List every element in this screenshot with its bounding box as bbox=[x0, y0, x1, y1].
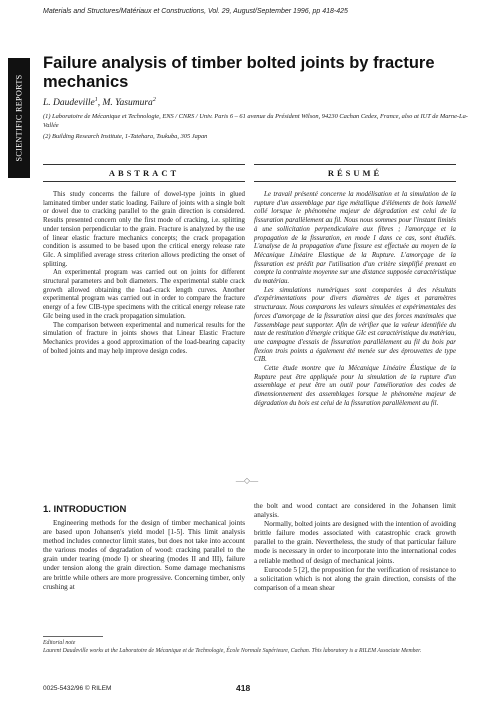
editorial-note-text: Laurent Daudeville works at the Laboratoire de Mécanique et de Technologie, École Normale Supérieure, Cachan. This laboratory is a RILEM Associate Member. bbox=[43, 647, 422, 654]
affiliation-1: (1) Laboratoire de Mécanique et Technologie, ENS / CNRS / Univ. Paris 6 – 61 avenue du Président Wilson, 94230 Cachan Cedex, France, also at IUT de Marne-La-Vallée bbox=[43, 113, 468, 129]
intro-continuation: the bolt and wood contact are considered in the Johansen limit analysis. bbox=[254, 502, 456, 520]
abstract-heading: ABSTRACT bbox=[108, 168, 180, 178]
abstract-paragraph: An experimental program was carried out on joints for different structural parameters and bolt diameters. The experimental stable crack growth allowed obtaining the load–crack length curves. Another experimental program was carried out in order to compare the fracture energy of a few CIB-type specimens with the critical energy release rate GIc being used in the crack propagation simulation. bbox=[43, 269, 245, 320]
intro-paragraph: Normally, bolted joints are designed with the intention of avoiding brittle failure modes associated with catastrophic crack growth parallel to the grain. Nevertheless, the study of that particular failure mode is necessary in order to incorporate into the international codes a reliable method of design of mechanical joints. bbox=[254, 520, 456, 565]
author-line bbox=[43, 97, 156, 108]
author-1-mark: 1 bbox=[94, 97, 98, 103]
editorial-note bbox=[43, 640, 473, 655]
resume-paragraph: Les simulations numériques sont comparées à des résultats d'expérimentations pour divers diamètres de tiges et paramètres structuraux. Nous comparons les valeurs simulées et expérimentales des forces d'amorçage de la fissuration ainsi que des forces maximales que l'assemblage peut supporter. Afin de vérifier que la valeur identifiée du taux de restitution d'énergie critique GIc est caractéristique du matériau, une campagne d'essais de fissuration parallèlement au fil du bois par flexion trois points a également été menée sur des éprouvettes de type CIB. bbox=[254, 286, 456, 364]
page-number: 418 bbox=[236, 683, 251, 693]
footnote-rule bbox=[43, 636, 103, 637]
intro-left-column bbox=[43, 519, 245, 592]
abstract-paragraph: This study concerns the failure of dowel-type joints in glued laminated timber under static loading. Failure of joints with a single bolt or dowel due to cracking parallel to the grain direction is considered. Results presented concern only the first mode of cracking, i.e. splitting under tension perpendicular to the grain. Fracture is analyzed by the use of linear elastic fracture mechanics concepts; the crack propagation condition is assumed to be based upon the critical energy release rate GIc. A simplified average stress criterion allows predicting the onset of splitting. bbox=[43, 191, 245, 268]
author-separator: , bbox=[97, 98, 103, 109]
intro-paragraph: Engineering methods for the design of timber mechanical joints are based upon Johansen's yield model [1-5]. This limit analysis method includes connector limit states, but does not take into account the various modes of degradation of wood: cracking parallel to the grain under tearing (mode I) or shearing (modes II and III), failure under tension along the grain direction. Some damage mechanisms are brittle while others are more progressive. Concerning timber, only crushing at bbox=[43, 519, 245, 591]
intro-right-column bbox=[254, 502, 456, 593]
author-2-mark: 2 bbox=[152, 97, 156, 103]
abstract-rule-top bbox=[43, 164, 245, 165]
affiliation-2: (2) Building Research Institute, 1-Tatehara, Tsukuba, 305 Japan bbox=[43, 133, 208, 140]
abstract-rule-bottom bbox=[43, 181, 245, 182]
resume-heading: RÉSUMÉ bbox=[327, 168, 383, 178]
resume-rule-bottom bbox=[254, 181, 456, 182]
editorial-note-heading: Editorial note bbox=[43, 640, 76, 646]
section-ornament: —◇— bbox=[235, 476, 259, 485]
footer-code: 0025-5432/96 © RILEM bbox=[43, 685, 112, 692]
author-1: L. Daudeville bbox=[43, 98, 95, 109]
introduction-heading: 1. INTRODUCTION bbox=[43, 504, 127, 515]
resume-paragraph: Le travail présenté concerne la modélisation et la simulation de la rupture d'un assemblage par tige métallique d'éléments de bois lamellé collé lorsque le phénomène majeur de dégradation est celui de la fissuration parallèlement au fil. Nous nous sommes pour l'instant limités à une sollicitation perpendiculaire aux fibres ; l'amorçage et la propagation de la fissuration, en mode I dans ce cas, sont étudiés. L'analyse de la propagation d'une fissure est effectuée au moyen de la Mécanique Linéaire Elastique de la Rupture. L'amorçage de la fissuration est prédit par l'utilisation d'un critère simplifié prenant en compte la contrainte moyenne sur une distance supposée caractéristique du matériau. bbox=[254, 191, 456, 286]
resume-body bbox=[254, 191, 456, 409]
section-side-tab bbox=[8, 58, 30, 178]
intro-paragraph: Eurocode 5 [2], the proposition for the verification of resistance to a solicitation which is not along the grain direction, consists of the comparison of a mean shear bbox=[254, 565, 456, 592]
article-title: Failure analysis of timber bolted joints by fracture mechanics bbox=[43, 54, 435, 91]
abstract-paragraph: The comparison between experimental and numerical results for the simulation of fracture in joints shows that Linear Elastic Fracture Mechanics provides a good approximation of the load-bearing capacity of bolted joints and may help improve design codes. bbox=[43, 321, 245, 355]
resume-rule-top bbox=[254, 164, 456, 165]
author-2: M. Yasumura bbox=[102, 98, 153, 109]
journal-header: Materials and Structures/Matériaux et Constructions, Vol. 29, August/September 1996, pp 418-425 bbox=[43, 8, 348, 15]
resume-paragraph: Cette étude montre que la Mécanique Linéaire Élastique de la Rupture peut être appliquée pour la simulation de la rupture d'un assemblage et peut être un outil pour l'amélioration des codes de dimensionnement des assemblages lorsque le phénomène majeur de dégradation du bois est celui de la fissuration parallèlement au fil. bbox=[254, 365, 456, 407]
abstract-body bbox=[43, 191, 245, 356]
side-tab-label: SCIENTIFIC REPORTS bbox=[14, 74, 24, 162]
